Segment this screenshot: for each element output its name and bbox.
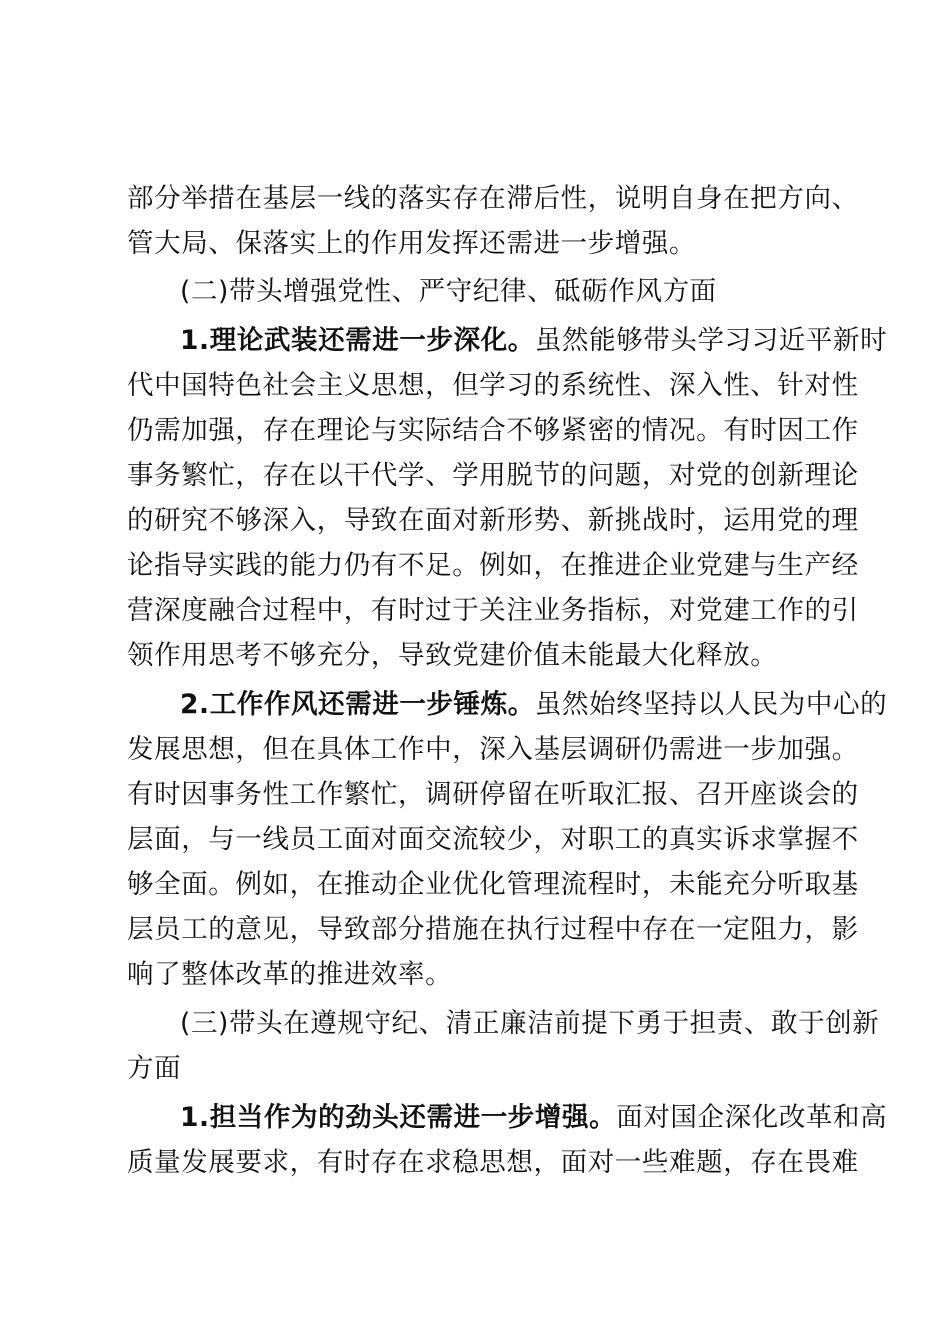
- paragraph-text: 虽然能够带头学习习近平新时: [534, 325, 888, 356]
- body-text-line: 部分举措在基层一线的落实存在滞后性，说明自身在把方向、: [127, 183, 859, 214]
- body-text-line: 代中国特色社会主义思想，但学习的系统性、深入性、针对性: [127, 370, 859, 401]
- paragraph-3-first-line: [127, 1095, 888, 1140]
- body-text-line: 够全面。例如，在推动企业优化管理流程时，未能充分听取基: [127, 869, 859, 900]
- body-text-line: 的研究不够深入，导致在面对新形势、新挑战时，运用党的理: [127, 505, 859, 536]
- section-heading-3: (三)带头在遵规守纪、清正廉洁前提下勇于担责、敢于创新: [180, 1008, 880, 1039]
- paragraph-2-first-line: [127, 682, 888, 727]
- section-heading-2: (二)带头增强党性、严守纪律、砥砺作风方面: [180, 276, 717, 307]
- paragraph-text: 面对国企深化改革和高: [616, 1102, 888, 1133]
- body-text-line: 层面，与一线员工面对面交流较少，对职工的真实诉求掌握不: [127, 824, 859, 855]
- body-text-line: 质量发展要求，有时存在求稳思想，面对一些难题，存在畏难: [127, 1147, 859, 1178]
- paragraph-heading: 2.工作作风还需进一步锤炼。: [180, 689, 535, 720]
- body-text-line: 领作用思考不够充分，导致党建价值未能最大化释放。: [127, 640, 778, 671]
- body-text-line: 响了整体改革的推进效率。: [127, 959, 453, 990]
- document-page: [127, 176, 888, 1185]
- paragraph-heading: 1.理论武装还需进一步深化。: [180, 325, 535, 356]
- body-text-line: 事务繁忙，存在以干代学、学用脱节的问题，对党的创新理论: [127, 460, 859, 491]
- body-text-line: 论指导实践的能力仍有不足。例如，在推进企业党建与生产经: [127, 550, 859, 581]
- body-text-line: 管大局、保落实上的作用发挥还需进一步增强。: [127, 228, 697, 259]
- paragraph-1-first-line: [127, 318, 888, 363]
- section-heading-3-continued: 方面: [127, 1053, 182, 1084]
- paragraph-text: 虽然始终坚持以人民为中心的: [534, 689, 888, 720]
- body-text-line: 仍需加强，存在理论与实际结合不够紧密的情况。有时因工作: [127, 415, 859, 446]
- body-text-line: 有时因事务性工作繁忙，调研停留在听取汇报、召开座谈会的: [127, 779, 859, 810]
- body-text-line: 发展思想，但在具体工作中，深入基层调研仍需进一步加强。: [127, 734, 859, 765]
- body-text-line: 层员工的意见，导致部分措施在执行过程中存在一定阻力，影: [127, 914, 859, 945]
- body-text-line: 营深度融合过程中，有时过于关注业务指标，对党建工作的引: [127, 595, 859, 626]
- paragraph-heading: 1.担当作为的劲头还需进一步增强。: [180, 1102, 617, 1133]
